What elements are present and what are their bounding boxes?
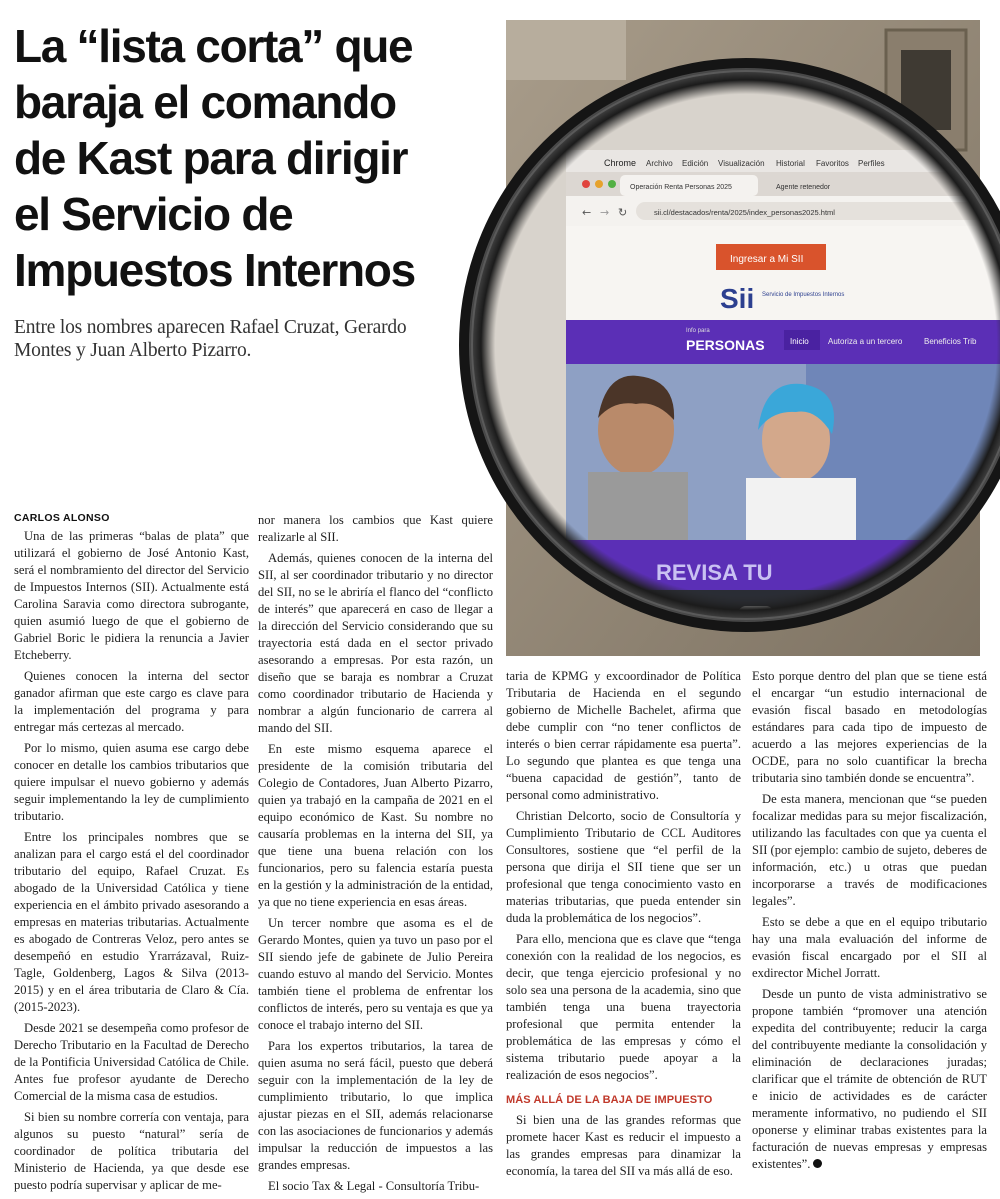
paragraph — [752, 986, 987, 1173]
paragraph: Esto porque dentro del plan que se tiene está el encargar “un estudio internacional de evasión fiscal basado en metodologías estándares para cada tipo de impuesto de acuerdo a las mejores experiencias de la OCDE, para no solo cuantificar la brecha tributaria sino también donde se encuentra”. — [752, 669, 987, 785]
article-column-2 — [258, 512, 493, 1199]
subtitle-line: Entre los nombres aparecen Rafael Cruzat, Gerardo — [14, 317, 407, 338]
end-of-article-icon — [813, 1159, 822, 1168]
paragraph: Si bien su nombre correría con ventaja, para algunos su puesto “natural” sería de coordinador de política tributaria del Ministerio de Hacienda, ya que desde ese puesto podría supervisar y aplicar de me- — [14, 1110, 249, 1192]
paragraph: Un tercer nombre que asoma es el de Gerardo Montes, quien ya tuvo un paso por el SII siendo jefe de gabinete de Julio Pereira cuando estuvo al mando del Servicio. Montes también tiene el problema de enfrentar los conflictos de interés, pero su ventaja es que ya conoce el trabajo interno del SII. — [258, 916, 493, 1032]
paragraph: Christian Delcorto, socio de Consultoría y Cumplimiento Tributario de CCL Auditores Consultores, sostiene que “el perfil de la persona que dirija el SII tiene que ser un profesional que tenga conocimiento vasto en materias tributarias, que pueda entender sin duda la problemática de los negocios”. — [506, 809, 741, 925]
paragraph: Esto se debe a que en el equipo tributario hay una mala evaluación del informe de evasión fiscal encargado por el SII al exdirector Michel Jorratt. — [752, 915, 987, 980]
headline-line: el Servicio de — [14, 188, 293, 240]
paragraph: Si bien una de las grandes reformas que promete hacer Kast es reducir el impuesto a las grandes empresas para dinamizar la economía, la tarea del SII va más allá de eso. — [506, 1113, 741, 1178]
paragraph: Para ello, menciona que es clave que “tenga conexión con la realidad de los negocios, es decir, que tenga ejercicio profesional y no solo sea una persona de la academia, sino que también tenga una buena trayectoria profesional que permita entender la problemática de las empresas y cómo el sistema tributario puede apoyar a la realización de esos negocios”. — [506, 932, 741, 1082]
headline-line: baraja el comando — [14, 76, 396, 128]
article-column-3 — [506, 668, 741, 1184]
paragraph: Entre los principales nombres que se analizan para el cargo está el del coordinador tributario del equipo, Rafael Cruzat. Es abogado de la Universidad Católica y tiene experiencia en el ámbito privado asesorando a empresas en materias tributarias. Actualmente es abogado de Contreras Veloz, pero antes se desempeñó en estudio Yrarrázaval, Ruiz-Tagle, Goldenberg, Lagos & Silva (2013-2015) y en el área tributaria de Claro & Cía. (2015-2023). — [14, 830, 249, 1014]
subtitle-line: Montes y Juan Alberto Pizarro. — [14, 340, 252, 361]
paragraph: Por lo mismo, quien asuma ese cargo debe conocer en detalle los cambios tributarios que quiere impulsar el nuevo gobierno y además seguir implementando la ley de cumplimiento tributario. — [14, 741, 249, 823]
headline — [14, 18, 494, 298]
headline-line: La “lista corta” que — [14, 20, 413, 72]
section-subhead: MÁS ALLÁ DE LA BAJA DE IMPUESTO — [506, 1094, 713, 1106]
paragraph: De esta manera, mencionan que “se pueden focalizar medidas para su mejor fiscalización, utilizando las facultades con que ya cuenta el SII (por ejemplo: cambio de sujeto, deberes de información, etc.) u otras que puedan incorporarse a través de modificaciones legales”. — [752, 792, 988, 908]
subtitle — [14, 316, 494, 362]
paragraph: taria de KPMG y excoordinador de Política Tributaria de Hacienda en el segundo gobierno de Michelle Bachelet, afirma que debe cumplir con “no tener conflictos de interés o bien cerrar rápidamente esa puerta”. Lo segundo que plantea es que tenga una “buena capacidad de gestión”, tanto de personal como administrativo. — [506, 669, 741, 802]
paragraph: nor manera los cambios que Kast quiere realizarle al SII. — [258, 513, 493, 544]
article-column-4 — [752, 668, 987, 1177]
headline-line: de Kast para dirigir — [14, 132, 408, 184]
headline-line: Impuestos Internos — [14, 244, 415, 296]
byline: CARLOS ALONSO — [14, 512, 110, 524]
paragraph: Además, quienes conocen de la interna del SII, al ser coordinador tributario y no director del SII, no se le abriría el flanco del “conflicto de interés” que aparecerá en caso de llegar a la dirección del Servicio considerando que su trayectoria está dada en el sector privado asesorando a empresas. Por esta razón, un diseño que se baraja es nombrar a Cruzat como coordinador tributario de Hacienda y nombrar a algún funcionario de carrera al mando del SII. — [258, 551, 493, 735]
paragraph: Para los expertos tributarios, la tarea de quien asuma no será fácil, puesto que deberá seguir con la implementación de la ley de cumplimiento tributario, lo que implica ajustar piezas en el SII, además relacionarse con las asociaciones de funcionarios y además impulsar la reducción de impuestos a las grandes empresas. — [258, 1039, 493, 1172]
paragraph: El socio Tax & Legal - Consultoría Tribu- — [268, 1179, 480, 1193]
paragraph: Quienes conocen la interna del sector ganador afirman que este cargo es clave para la implementación del programa y para entregar más certezas al mercado. — [14, 669, 249, 734]
article-photo — [506, 20, 980, 656]
paragraph: Una de las primeras “balas de plata” que utilizará el gobierno de José Antonio Kast, será el nombramiento del director del Servicio de Impuestos Internos (SII). Actualmente está Carolina Saravia como directora subrogante, quien asumió luego de que el gobierno de Gabriel Boric le pidiera la renuncia a Javier Etcheberry. — [14, 529, 249, 662]
article-column-1 — [14, 528, 249, 1198]
magnifier-photo-illustration — [506, 20, 980, 656]
paragraph: Desde 2021 se desempeña como profesor de Derecho Tributario en la Facultad de Derecho de la Pontificia Universidad Católica de Chile. Antes fue profesor ayudante de Derecho Comercial de la misma casa de estudios. — [14, 1021, 249, 1103]
paragraph: En este mismo esquema aparece el presidente de la comisión tributaria del Colegio de Contadores, Juan Alberto Pizarro, quien ya trabajó en la campaña de 2021 en el equipo económico de Kast. Su nombre no causaría problemas en la interna del SII, ya que tiene una buena relación con los funcionarios, pero su falencia estaría puesta en la gestión y la administración de la entidad, ya que no tiene experiencia en esas áreas. — [258, 742, 493, 909]
paragraph-text: Desde un punto de vista administrativo se propone también “promover una atención expedita del contribuyente; reducir la carga del contribuyente mediante la consolidación y eliminación de declaraciones juradas; clarificar que el trámite de obtención de RUT e inicio de actividades es de carácter meramente informativo, no pudiendo el SII oponerse y eliminar trabas existentes para la facturación de nuevas empresas y empresas existentes”. — [752, 987, 987, 1171]
